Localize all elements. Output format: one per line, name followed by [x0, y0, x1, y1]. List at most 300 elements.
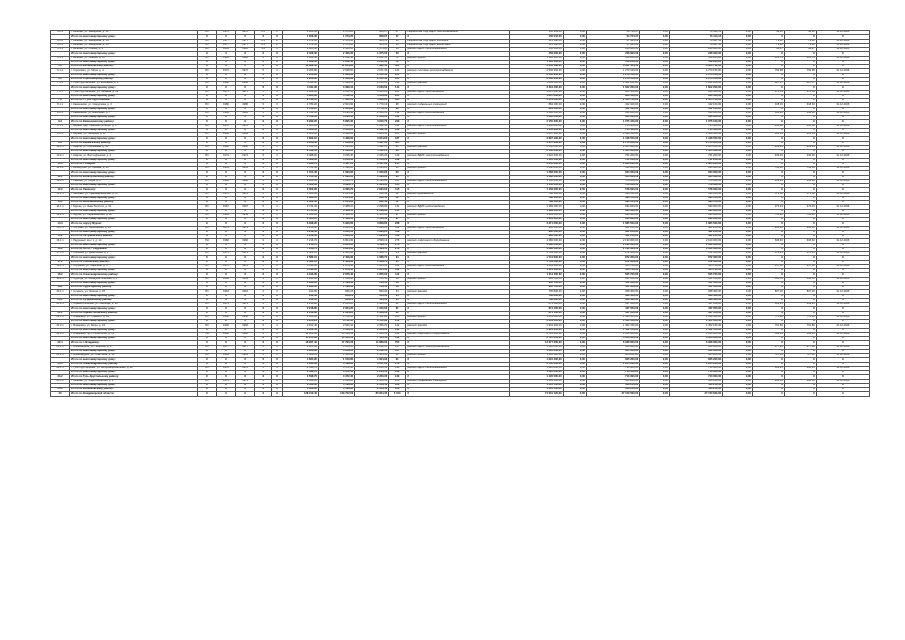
table-cell: X [236, 184, 255, 188]
table-cell: 0,00 [723, 137, 753, 141]
table-cell: 0,00 [640, 349, 670, 353]
table-cell: ЛО [197, 56, 216, 60]
table-cell: X [816, 222, 869, 226]
table-cell: 0,00 [640, 179, 670, 183]
table-cell: 1986 [236, 179, 255, 183]
table-cell: X [406, 362, 510, 366]
table-cell: X [784, 256, 816, 260]
table-cell: 743,96 [784, 167, 816, 171]
table-cell: Итого по многоквартирному дому: [70, 218, 198, 222]
table-cell: Итого по Александровскому району: [70, 273, 198, 277]
table-cell: 0,00 [563, 137, 586, 141]
table-cell: г. Радужный, кв-л 1, д. 14 [70, 239, 198, 243]
table-cell: ремонт фасада [406, 145, 510, 149]
table-cell: 456 600,00 [510, 48, 563, 52]
table-cell: X [236, 222, 255, 226]
table-cell: X [406, 286, 510, 290]
table-cell: 70 827,54 [669, 43, 722, 47]
table-cell: г. Александров, ул. Гагарина, д. 6 [70, 345, 198, 349]
table-cell: 394 150,00 [669, 201, 722, 205]
table-cell: X [255, 175, 272, 179]
table-cell: 0,00 [640, 213, 670, 217]
table-cell: 1 340,60 [355, 307, 389, 311]
table-cell: 1 522 400,00 [510, 158, 563, 162]
table-cell: 118 [389, 128, 406, 132]
table-cell: 317,02 [752, 264, 784, 268]
table-cell: 368 400,00 [586, 298, 639, 302]
table-cell: X [216, 371, 235, 375]
table-cell: 1 198,40 [318, 286, 354, 290]
table-cell: Итого по многоквартирному дому: [70, 73, 198, 77]
table-cell: 2 106,40 [355, 383, 389, 387]
table-cell: 276 [389, 243, 406, 247]
table-cell: 0,00 [640, 328, 670, 332]
table-cell: 0,00 [563, 179, 586, 183]
table-cell: 16.1.1 [51, 239, 70, 243]
table-cell: X [216, 128, 235, 132]
table-cell: 0,00 [640, 226, 670, 230]
table-cell: 3 652 400,00 [510, 162, 563, 166]
table-cell: 72 [389, 60, 406, 64]
table-cell: X [216, 73, 235, 77]
table-cell: 36,20 [752, 31, 784, 35]
table-cell: 3 372,40 [318, 371, 354, 375]
table-cell: 0,00 [563, 264, 586, 268]
table-cell: 115 [389, 188, 406, 192]
table-cell: 396,25 [784, 366, 816, 370]
table-cell: 0,00 [563, 60, 586, 64]
table-cell: X [816, 150, 869, 154]
table-cell: X [816, 375, 869, 379]
table-cell: X [816, 230, 869, 234]
table-cell: X [816, 171, 869, 175]
table-cell: 451 350,00 [586, 286, 639, 290]
table-cell: 61 [389, 358, 406, 362]
table-cell: 0,00 [640, 320, 670, 324]
table-cell: X [236, 201, 255, 205]
table-cell: X [272, 196, 283, 200]
table-cell: 1980 [236, 332, 255, 336]
table-cell: 1 744 600,00 [510, 260, 563, 264]
table-cell: X [406, 158, 510, 162]
table-cell: X [236, 141, 255, 145]
table-cell: X [255, 60, 272, 64]
table-cell: 2 [272, 43, 283, 47]
table-cell: 0,00 [563, 52, 586, 56]
table-cell: 8.1.1 [51, 103, 70, 107]
table-cell: 0,00 [723, 213, 753, 217]
table-cell: 0,00 [640, 264, 670, 268]
table-cell: X [236, 150, 255, 154]
table-cell: X [752, 150, 784, 154]
table-cell: Итого по многоквартирному дому: [70, 269, 198, 273]
table-cell: 1981 [236, 48, 255, 52]
table-cell: X [752, 383, 784, 387]
table-cell: 7 648,20 [318, 141, 354, 145]
table-cell: Итого по многоквартирному дому: [70, 86, 198, 90]
table-cell: 2 [272, 277, 283, 281]
table-cell: 0,00 [723, 116, 753, 120]
table-cell: 0,00 [563, 94, 586, 98]
table-cell: 0,00 [723, 235, 753, 239]
table-cell: X [216, 235, 235, 239]
table-cell: X [406, 358, 510, 362]
table-cell: 0,00 [723, 205, 753, 209]
table-cell: 0,00 [723, 345, 753, 349]
table-cell: X [784, 107, 816, 111]
table-cell: 0,00 [723, 43, 753, 47]
table-cell: 761,00 [752, 213, 784, 217]
table-cell: 0,00 [640, 383, 670, 387]
table-cell: X [197, 286, 216, 290]
table-cell: г. Кольчугино, ул. Ленина, д. 20 [70, 167, 198, 171]
table-cell: X [255, 128, 272, 132]
table-cell: X [784, 188, 816, 192]
table-cell: 3 488,10 [318, 209, 354, 213]
table-cell: X [816, 52, 869, 56]
table-cell: X [816, 201, 869, 205]
table-cell: 0,00 [723, 298, 753, 302]
table-cell: 7 216,70 [282, 243, 318, 247]
table-cell: X [406, 273, 510, 277]
table-cell: 0,00 [723, 158, 753, 162]
table-cell: 481 250,00 [669, 226, 722, 230]
table-cell: 1 588,70 [355, 256, 389, 260]
table-cell: 377,98 [784, 345, 816, 349]
table-cell: X [197, 196, 216, 200]
table-cell: г. Суздаль, ул. Ленина, д. 87 [70, 290, 198, 294]
table-cell: X [784, 273, 816, 277]
table-cell: 7 911,60 [318, 99, 354, 103]
table-cell: 0,00 [640, 269, 670, 273]
table-cell: X [216, 294, 235, 298]
table-cell: 2 582,10 [282, 256, 318, 260]
table-cell: X [272, 171, 283, 175]
table-cell: 0,00 [640, 99, 670, 103]
table-cell: X [406, 86, 510, 90]
table-cell: X [816, 371, 869, 375]
table-cell: X [216, 196, 235, 200]
table-cell: 0,00 [723, 243, 753, 247]
table-cell: 394 150,00 [586, 196, 639, 200]
table-cell: 1969 [216, 277, 235, 281]
table-cell: 11.2 [51, 175, 70, 179]
table-cell: 0,00 [640, 362, 670, 366]
table-cell: 437 050,00 [586, 307, 639, 311]
table-cell: 0,00 [640, 290, 670, 294]
table-cell: 6 804,30 [318, 247, 354, 251]
table-cell: 3 420,00 [282, 383, 318, 387]
table-cell: X [255, 247, 272, 251]
table-cell: 23.1.1 [51, 345, 70, 349]
table-cell: 1967 [236, 205, 255, 209]
table-cell: X [816, 218, 869, 222]
table-cell: г. Киржач, ул. Гагарина, д. 11 [70, 133, 198, 137]
table-cell: Итого по многоквартирному дому: [70, 128, 198, 132]
table-cell: 1974 [236, 379, 255, 383]
table-cell: X [255, 150, 272, 154]
table-cell: X [236, 256, 255, 260]
table-cell: 0,00 [563, 150, 586, 154]
table-cell: 0,00 [640, 184, 670, 188]
table-cell: 126 [389, 379, 406, 383]
table-cell: 872 300,00 [669, 256, 722, 260]
table-cell: 0,00 [723, 145, 753, 149]
table-cell: 0,00 [640, 298, 670, 302]
table-cell: 5 051 400,00 [510, 99, 563, 103]
table-cell: 1975 [236, 90, 255, 94]
table-cell: 376,59 [752, 90, 784, 94]
table-cell: 368 400,00 [586, 294, 639, 298]
table-cell: 9.1.1 [51, 124, 70, 128]
table-cell: X [197, 141, 216, 145]
table-cell: 442 100,00 [669, 103, 722, 107]
table-cell: 3 020,10 [318, 226, 354, 230]
table-cell: ремонт фундамента [406, 192, 510, 196]
table-cell: 98 [389, 103, 406, 107]
table-cell: ЛО [197, 205, 216, 209]
table-cell: 0,00 [723, 133, 753, 137]
table-cell: X [816, 175, 869, 179]
table-cell: 117 [389, 345, 406, 349]
table-cell: X [236, 116, 255, 120]
table-cell: 1 118 400,00 [510, 60, 563, 64]
table-cell: X [236, 286, 255, 290]
table-cell: X [406, 230, 510, 234]
table-cell: г. Владимир, ул. Мира, д. 19 [70, 324, 198, 328]
table-cell: 1 389 200,00 [510, 209, 563, 213]
table-cell: X [816, 137, 869, 141]
table-cell: 713 000,00 [586, 375, 639, 379]
table-cell: 10.3 [51, 162, 70, 166]
table-cell: 1 075 100,00 [586, 120, 639, 124]
table-cell: 0,00 [563, 218, 586, 222]
table-cell: Итого по многоквартирному дому: [70, 320, 198, 324]
table-cell: X [816, 35, 869, 39]
table-cell: 36 [389, 43, 406, 47]
table-cell: 0,00 [723, 179, 753, 183]
table-cell: 2 190 000,00 [669, 239, 722, 243]
table-cell: 1 452 150,00 [586, 328, 639, 332]
table-cell: 1 770,10 [355, 107, 389, 111]
table-cell: 0,00 [563, 260, 586, 264]
table-cell: X [272, 320, 283, 324]
table-cell: 1 206,30 [282, 31, 318, 35]
table-cell: г. Вязники, ул. Комсомольская, д. 8 [70, 379, 198, 383]
table-cell: 2 604,90 [318, 103, 354, 107]
table-cell: 0,00 [563, 128, 586, 132]
table-cell: ремонт ВДИС электроснабжения [406, 154, 510, 158]
table-cell: 0,00 [640, 307, 670, 311]
table-cell: 1 036,80 [355, 175, 389, 179]
table-cell: 1982 [236, 239, 255, 243]
table-cell: 2 190 000,00 [586, 239, 639, 243]
table-cell: 2 011,40 [355, 69, 389, 73]
table-cell: X [752, 222, 784, 226]
table-cell: X [272, 52, 283, 56]
table-cell: X [236, 94, 255, 98]
table-cell: 1 452 150,00 [586, 324, 639, 328]
table-cell: 0,00 [640, 366, 670, 370]
table-cell: 1 065 000,00 [669, 145, 722, 149]
table-cell: 1971 [236, 303, 255, 307]
table-cell: 2 [272, 167, 283, 171]
table-cell: 3 004,60 [355, 137, 389, 141]
table-cell: 4 [272, 345, 283, 349]
table-cell: 1 266 000,00 [510, 116, 563, 120]
table-cell: X [816, 392, 869, 396]
table-cell: 4 [255, 213, 272, 217]
table-cell: X [272, 120, 283, 124]
table-cell: X [197, 307, 216, 311]
table-cell: 0,00 [723, 150, 753, 154]
table-cell: 4 904,60 [282, 90, 318, 94]
table-cell: 3 702,60 [318, 320, 354, 324]
table-cell: 2 406,90 [318, 252, 354, 256]
table-cell: ремонт ВДИС электроснабжения [406, 345, 510, 349]
table-cell: 115 [389, 179, 406, 183]
table-cell: 578 000,00 [669, 188, 722, 192]
table-cell: 0,00 [640, 345, 670, 349]
table-cell: X [752, 209, 784, 213]
table-cell: X [216, 337, 235, 341]
table-cell: Итого по Камешковскому району: [70, 120, 198, 124]
table-cell: 0,00 [563, 39, 586, 43]
table-cell: X [197, 116, 216, 120]
table-cell: X [216, 86, 235, 90]
table-cell: X [197, 107, 216, 111]
table-cell: 126 [389, 383, 406, 387]
table-cell: 1958 [236, 315, 255, 319]
table-cell: 2 904 300,00 [510, 324, 563, 328]
table-cell: X [236, 243, 255, 247]
table-cell: 144 [389, 82, 406, 86]
table-cell: 0,00 [640, 90, 670, 94]
table-cell: 872 300,00 [669, 260, 722, 264]
table-cell: X [197, 341, 216, 345]
table-cell: 872 300,00 [586, 260, 639, 264]
table-cell: X [272, 99, 283, 103]
table-cell: 4 498,00 [318, 133, 354, 137]
table-cell: 5 427,20 [318, 162, 354, 166]
table-cell: 6 804,30 [318, 239, 354, 243]
table-cell: 1978 [236, 124, 255, 128]
table-cell: X [816, 383, 869, 387]
table-cell: 812,40 [355, 192, 389, 196]
table-cell: ремонт ВДИС водоснабжения [406, 111, 510, 115]
table-cell: X [816, 188, 869, 192]
table-cell: 0,00 [640, 103, 670, 107]
table-cell: 119 [389, 226, 406, 230]
table-cell: X [816, 94, 869, 98]
table-cell: 1 994,20 [355, 226, 389, 230]
table-cell: 97 [389, 213, 406, 217]
table-cell: 0,00 [723, 167, 753, 171]
table-cell: 2 [255, 290, 272, 294]
table-cell: ЛО [197, 82, 216, 86]
table-cell: X [216, 230, 235, 234]
table-cell: 85 904,30 [355, 392, 389, 396]
table-cell: 0,00 [723, 162, 753, 166]
table-cell: 393,95 [752, 303, 784, 307]
table-cell: 0,00 [723, 82, 753, 86]
table-cell: X [197, 388, 216, 392]
table-cell: 430,98 [752, 124, 784, 128]
table-cell: 634 000,00 [669, 167, 722, 171]
table-cell: 1 426 000,00 [510, 366, 563, 370]
table-cell: 0,00 [723, 341, 753, 345]
table-cell: Итого по ЗАТО г. Радужный: [70, 247, 198, 251]
table-cell: 0,00 [640, 141, 670, 145]
table-cell: 0,00 [563, 145, 586, 149]
table-cell: 2 948,60 [318, 73, 354, 77]
table-cell: X [272, 158, 283, 162]
table-cell: 4 598,80 [318, 362, 354, 366]
table-cell: 2-5 [255, 31, 272, 35]
table-cell: 2 897 100,00 [510, 137, 563, 141]
table-cell: 0,00 [563, 154, 586, 158]
table-cell: 117 [389, 349, 406, 353]
table-cell: 6 712 000,00 [510, 332, 563, 336]
table-cell: 430,98 [784, 124, 816, 128]
table-cell: 713 000,00 [586, 366, 639, 370]
table-cell: X [236, 77, 255, 81]
table-cell: 19.1.1 [51, 277, 70, 281]
table-cell: 909,44 [752, 145, 784, 149]
table-cell: 3 190,30 [282, 273, 318, 277]
table-cell: 2 411,90 [355, 320, 389, 324]
table-cell: 3 [272, 48, 283, 52]
table-cell: 3 004,60 [355, 133, 389, 137]
table-cell: X [216, 116, 235, 120]
table-cell: 4 [272, 179, 283, 183]
table-cell: 780,50 [355, 281, 389, 285]
table-cell: 3-5 [255, 48, 272, 52]
table-cell: 2 525 700,00 [586, 99, 639, 103]
table-cell: 451 350,00 [586, 277, 639, 281]
table-cell: 24.2 [51, 375, 70, 379]
table-cell: X [406, 162, 510, 166]
table-cell: X [784, 94, 816, 98]
table-cell: 0,00 [563, 222, 586, 226]
table-cell: X [255, 388, 272, 392]
table-cell: 0,00 [640, 158, 670, 162]
table-cell: 0,00 [640, 201, 670, 205]
table-cell: X [197, 358, 216, 362]
table-cell: 4 944,80 [282, 362, 318, 366]
table-cell: X [255, 230, 272, 234]
table-cell: 990 900,00 [586, 213, 639, 217]
table-cell: 633 000,00 [586, 116, 639, 120]
table-cell: 376,59 [784, 90, 816, 94]
table-cell: X [816, 141, 869, 145]
table-cell: 3 598,70 [282, 375, 318, 379]
table-cell: 10 530,60 [318, 337, 354, 341]
table-cell: 1 448 550,00 [669, 137, 722, 141]
table-cell: 2 450 400,00 [510, 362, 563, 366]
table-cell: 0,00 [563, 252, 586, 256]
table-cell: 3 290,40 [318, 111, 354, 115]
table-cell: 1 273 150,00 [586, 77, 639, 81]
table-cell: 37 150 560,00 [586, 392, 639, 396]
table-cell: 3 724,00 [282, 205, 318, 209]
table-cell: 3 190,30 [282, 264, 318, 268]
table-cell: 560,30 [355, 290, 389, 294]
table-cell: 0,00 [640, 311, 670, 315]
table-cell: 0,00 [563, 273, 586, 277]
table-cell: 774,88 [784, 315, 816, 319]
table-cell: 22.4 [51, 341, 70, 345]
